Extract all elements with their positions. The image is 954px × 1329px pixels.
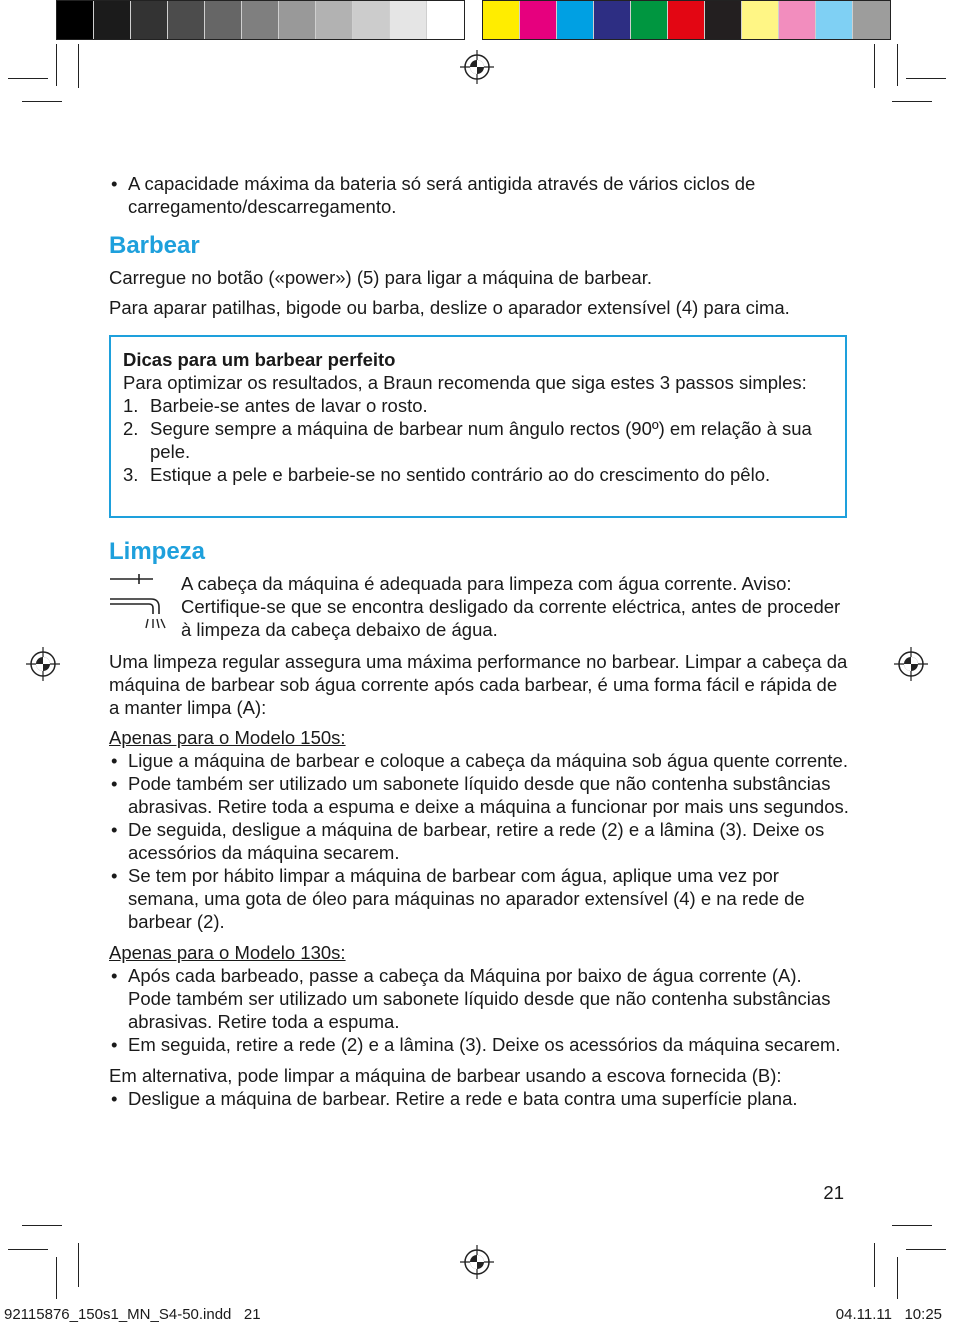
step-text: Barbeie-se antes de lavar o rosto. [150,395,428,416]
color-swatch [594,1,631,39]
color-swatch [705,1,742,39]
intro-bullet: • A capacidade máxima da bateria só será antigida através de vários ciclos de carregamento/descarregamento. [109,172,849,218]
registration-mark-icon [460,1245,494,1279]
limpeza-section [109,538,849,1110]
list-item: • Se tem por hábito limpar a máquina de barbear com água, aplique uma vez por semana, uma gota de óleo para máquinas no aparador extensível (4) e na rede de barbear (2). [109,864,849,933]
footer-file-name: 92115876_150s1_MN_S4-50.indd 21 [4,1306,261,1323]
color-swatch [57,1,94,39]
color-swatch [631,1,668,39]
model-150s-label: Apenas para o Modelo 150s: [109,727,346,748]
list-item: • Desligue a máquina de barbear. Retire a rede e bata contra uma superfície plana. [109,1087,849,1110]
color-swatch [279,1,316,39]
footer-datetime: 04.11.11 10:25 [835,1306,942,1323]
barbear-paragraph-1: Carregue no botão («power») (5) para ligar a máquina de barbear. [109,267,652,288]
page-number: 21 [823,1182,844,1203]
step-number: 2. [123,418,139,439]
tips-step [123,417,833,463]
color-swatch [853,1,890,39]
alternative-paragraph: Em alternativa, pode limpar a máquina de barbear usando a escova fornecida (B): [109,1065,782,1086]
limpeza-paragraph: Uma limpeza regular assegura uma máxima performance no barbear. Limpar a cabeça da máquina de barbear sob água corrente após cada barbear, é uma forma fácil e rápida de a manter limpa (A): [109,651,848,718]
registration-mark-icon [26,647,60,681]
step-text: Segure sempre a máquina de barbear num ângulo rectos (90º) em relação à sua pele. [150,418,812,462]
step-number: 3. [123,464,139,485]
process-color-bar [482,0,891,40]
color-swatch [205,1,242,39]
registration-mark-icon [894,647,928,681]
list-item: • Após cada barbeado, passe a cabeça da Máquina por baixo de água corrente (A). Pode também ser utilizado um sabonete líquido desde que não contenha substâncias abrasivas. Retire toda a espuma. [109,964,849,1033]
model-130s-label: Apenas para o Modelo 130s: [109,942,346,963]
color-swatch [427,1,464,39]
color-swatch [816,1,853,39]
tips-box [109,335,847,518]
registration-mark-icon [460,50,494,84]
tips-title: Dicas para um barbear perfeito [123,349,396,370]
barbear-heading: Barbear [109,232,200,259]
list-item: • De seguida, desligue a máquina de barbear, retire a rede (2) e a lâmina (3). Deixe os acessórios da máquina secarem. [109,818,849,864]
color-swatch [483,1,520,39]
intro-section [109,172,849,218]
tips-step [123,394,833,417]
tips-intro: Para optimizar os resultados, a Braun recomenda que siga estes 3 passos simples: [123,372,807,393]
step-text: Estique a pele e barbeie-se no sentido contrário ao do crescimento do pêlo. [150,464,771,485]
barbear-paragraph-2: Para aparar patilhas, bigode ou barba, deslize o aparador extensível (4) para cima. [109,297,790,318]
color-swatch [168,1,205,39]
faucet-notice [109,572,849,641]
color-swatch [242,1,279,39]
faucet-icon [109,574,167,630]
limpeza-heading: Limpeza [109,538,206,565]
color-swatch [520,1,557,39]
color-swatch [316,1,353,39]
color-swatch [94,1,131,39]
list-item: • Pode também ser utilizado um sabonete líquido desde que não contenha substâncias abrasivas. Retire toda a espuma e deixe a máquina a funcionar por mais uns segundos. [109,772,849,818]
color-swatch [353,1,390,39]
barbear-section [109,232,849,319]
color-swatch [668,1,705,39]
color-swatch [557,1,594,39]
faucet-notice-text: A cabeça da máquina é adequada para limpeza com água corrente. Aviso: Certifique-se que se encontra desligado da corrente eléctrica, antes de proceder à limpeza da cabeça debaixo de água. [181,573,841,640]
list-item: • Em seguida, retire a rede (2) e a lâmina (3). Deixe os acessórios da máquina secarem. [109,1033,849,1056]
color-swatch [131,1,168,39]
list-item: • Ligue a máquina de barbear e coloque a cabeça da máquina sob água quente corrente. [109,749,849,772]
grayscale-color-bar [56,0,465,40]
color-swatch [742,1,779,39]
tips-step [123,463,833,486]
step-number: 1. [123,395,139,416]
color-swatch [779,1,816,39]
color-swatch [390,1,427,39]
